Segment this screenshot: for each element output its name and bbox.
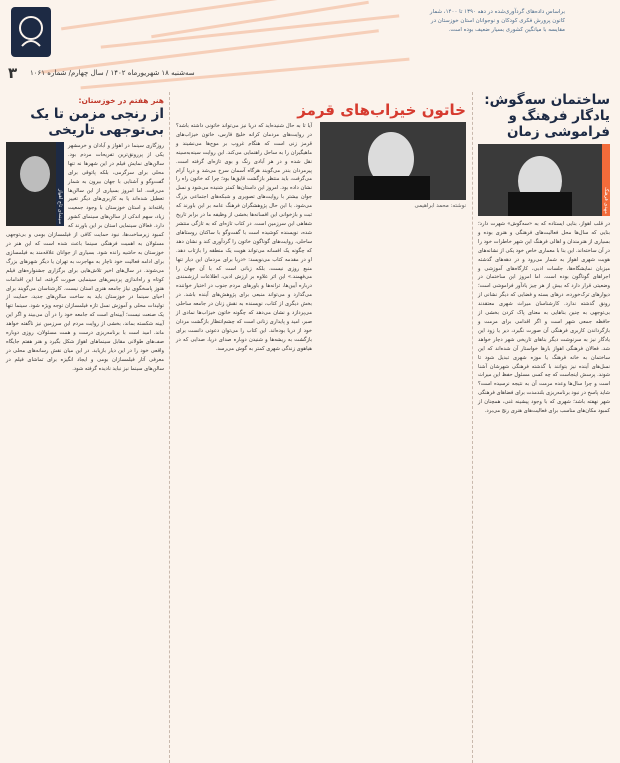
article-middle	[174, 92, 468, 763]
article-left	[4, 92, 166, 763]
article-right	[476, 92, 612, 763]
author-caption: نوشته: محمد ابراهیمی	[414, 203, 466, 209]
article-left-kicker: هنر هفتم در خوزستان:	[78, 96, 164, 105]
column-divider	[472, 92, 473, 763]
article-right-body: در قلب اهواز، بنایی ایستاده که به «سه‌گوش» شهرت دارد؛ بنایی که سال‌ها محل فعالیت‌های فرهنگی و هنری بوده و بسیاری از هنرمندان و اهالی فرهنگ این شهر خاطرات خود را در آن ساخته‌اند. این بنا با معماری خاص خود یکی از نشانه‌های هویت شهری اهواز به شمار می‌رود و در دهه‌های گذشته میزبان نمایشگاه‌ها، جلسات ادبی، کارگاه‌های آموزشی و اجراهای گوناگون بوده است. اما امروز این ساختمان در وضعیتی قرار دارد که بیش از هر چیز یادآور فراموشی است؛ دیوارهای ترک‌خورده، درهای بسته و فضایی که دیگر نشانی از رونق گذشته ندارد. کارشناسان میراث شهری معتقدند بی‌توجهی به چنین بناهایی به معنای پاک کردن بخشی از حافظه جمعی شهر است و اگر اقدامی برای مرمت و بازگرداندن کاربری فرهنگی آن صورت نگیرد، دیر یا زود این یادگار نیز به سرنوشت دیگر بناهای تاریخی شهر دچار خواهد شد. فعالان فرهنگی اهواز بارها خواستار آن شده‌اند که این ساختمان به خانه فرهنگ یا موزه شهری تبدیل شود تا نسل‌های آینده نیز بتوانند با گذشته فرهنگی شهرشان آشنا شوند. پرسش اینجاست که چه کسی مسئول حفظ این میراث است و چرا سال‌ها وعده مرمت آن به نتیجه نرسیده است؟ شاید پاسخ در نبود برنامه‌ریزی بلندمدت برای فضاهای فرهنگی شهر نهفته باشد؛ شهری که با وجود پیشینه غنی، همچنان از کمبود مکان‌های مناسب برای فعالیت‌های هنری رنج می‌برد.	[476, 221, 610, 415]
column-divider	[169, 92, 170, 763]
article-middle-body: آیا تا به حال شنیده‌اید که دریا نیز می‌تواند خاتونی داشته باشد؟ در روایت‌های مردمان کرانه خلیج فارس، خاتون خیزاب‌های قرمز زنی است که هنگام غروب بر موج‌ها می‌نشیند و ماهیگیران را به ساحل راهنمایی می‌کند. این روایت سینه‌به‌سینه نقل شده و در هر آبادی رنگ و بوی تازه‌ای گرفته است. پیرمردان بندر می‌گویند هرگاه آسمان سرخ می‌شد و دریا آرام می‌گرفت، باید منتظر بازگشت قایق‌ها بود؛ چرا که خاتون راه را نشان داده بود. امروز این داستان‌ها کمتر شنیده می‌شود و نسل جوان بیشتر با روایت‌های تصویری و شبکه‌های اجتماعی بزرگ می‌شود. با این حال پژوهشگران فرهنگ عامه بر این باورند که ثبت و بازخوانی این افسانه‌ها بخشی از وظیفه ما در برابر تاریخ شفاهی این سرزمین است. در کتاب تازه‌ای که به تازگی منتشر شده، نویسنده کوشیده است با گفت‌وگو با ساکنان روستاهای ساحلی، روایت‌های گوناگون خاتون را گردآوری کند و نشان دهد که چگونه یک افسانه می‌تواند هویت یک منطقه را بازتاب دهد. او در مقدمه کتاب می‌نویسد: «دریا برای مردمان این دیار تنها منبع روزی نیست، بلکه زبانی است که با آن جهان را می‌فهمند.» این اثر علاوه بر ارزش ادبی، اطلاعات ارزشمندی درباره آیین‌ها، ترانه‌ها و باورهای مردم جنوب در اختیار خواننده می‌گذارد و می‌تواند منبعی برای پژوهش‌های آینده باشد. در بخش دیگری از کتاب، نویسنده به نقش زنان در جامعه ساحلی می‌پردازد و نشان می‌دهد که چگونه خاتون خیزاب‌ها نمادی از صبر، امید و پایداری زنانی است که چشم‌انتظار بازگشت مردان خود از دریا بوده‌اند. این کتاب را می‌توان دعوتی دانست برای بازگشت به ریشه‌ها و شنیدن دوباره صدای دریا، صدایی که در هیاهوی زندگی شهری کمتر به گوش می‌رسد.	[174, 123, 313, 352]
article-middle-headline: خاتون خیزاب‌های قرمز	[297, 101, 466, 119]
article-columns	[0, 92, 620, 763]
article-left-headline: از رنجی مزمن تا یک بی‌توجهی تاریخی	[30, 106, 164, 138]
author-photo	[320, 122, 466, 200]
newspaper-logo	[10, 6, 52, 58]
top-note: براساس داده‌های گردآوری‌شده در دهه ۱۳۹۰ تا ۱۴۰۰، شمار کانون پرورش فکری کودکان و نوجوانان استان خوزستان در مقایسه با میانگین کشوری بسیار ضعیف بوده است.	[429, 9, 565, 33]
article-left-body: روزگاری سینما در اهواز و آبادان و خرمشهر یکی از پررونق‌ترین تفریحات مردم بود. سالن‌های نمایش فیلم در این شهرها نه تنها محلی برای سرگرمی، بلکه پاتوقی برای گفت‌وگو و آشنایی با جهان بیرون به شمار می‌رفت. اما امروز بسیاری از این سالن‌ها تعطیل شده‌اند یا به کاربری‌های دیگر تغییر یافته‌اند و استان خوزستان با وجود جمعیت زیاد، سهم اندکی از سالن‌های سینمای کشور دارد. فعالان سینمایی استان بر این باورند که کمبود زیرساخت‌ها، نبود حمایت کافی از فیلمسازان بومی و بی‌توجهی مسئولان به اهمیت فرهنگی سینما باعث شده است که این هنر در خوزستان به حاشیه رانده شود. بسیاری از جوانان علاقه‌مند به فیلمسازی برای ادامه فعالیت خود ناچار به مهاجرت به تهران یا دیگر شهرهای بزرگ می‌شوند. در سال‌های اخیر تلاش‌هایی برای برگزاری جشنواره‌های فیلم کوتاه و راه‌اندازی پردیس‌های سینمایی صورت گرفته، اما این اقدامات هنوز پاسخگوی نیاز جامعه هنری استان نیست. کارشناسان می‌گویند برای احیای سینما در خوزستان باید به ساخت سالن‌های جدید، حمایت از تولیدات محلی و آموزش نسل تازه فیلمسازان توجه ویژه شود. سینما تنها یک صنعت نیست؛ آیینه‌ای است که جامعه خود را در آن می‌بیند و اگر این آیینه شکسته بماند، بخشی از روایت مردم این سرزمین نیز ناگفته خواهد ماند. امید است با برنامه‌ریزی درست و همت مسئولان، روزی دوباره صف‌های طولانی مقابل سینماهای اهواز شکل بگیرد و هنر هفتم جایگاه واقعی خود را در این دیار بازیابد. در این میان نقش رسانه‌های محلی در معرفی آثار فیلمسازان بومی و ایجاد انگیزه برای تماشای فیلم در سالن‌های سینما نیز نباید نادیده گرفته شود.	[4, 143, 165, 372]
page-header	[0, 0, 620, 92]
article-right-headline: ساختمان سه‌گوش: یادگار فرهنگ و فراموشی زمان	[484, 92, 610, 140]
cinema-photo	[6, 142, 64, 226]
photo-caption: مهدی فرهنگ	[602, 144, 610, 216]
cinema-photo-caption: سینمای تاج اهواز	[56, 142, 64, 226]
page-number: ۳	[8, 64, 18, 82]
portrait-photo	[478, 144, 610, 216]
issue-line: سه‌شنبه ۱۸ شهریورماه ۱۴۰۲ / سال چهارم/ شماره ۱۰۶۱	[30, 69, 195, 77]
